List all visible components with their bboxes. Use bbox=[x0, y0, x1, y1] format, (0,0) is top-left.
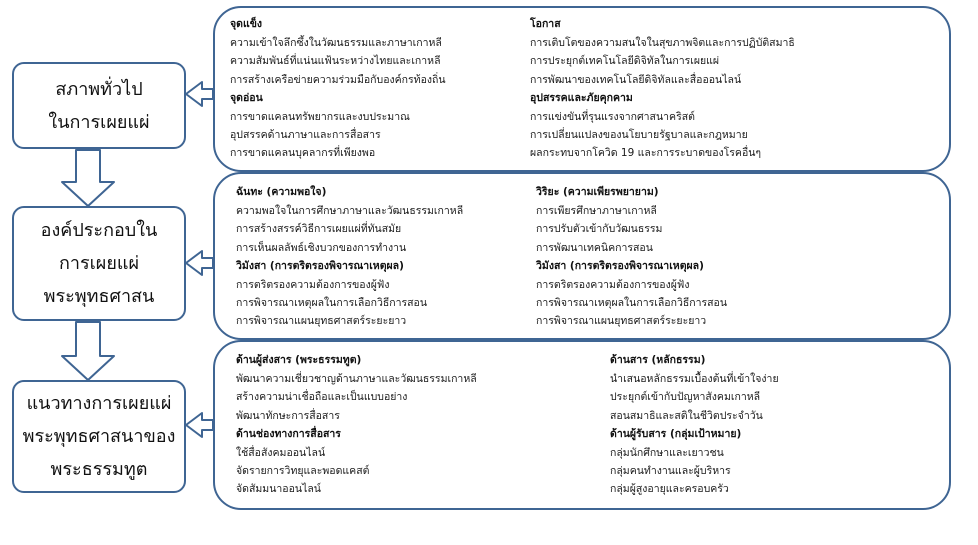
detail-box-iddhipada bbox=[213, 172, 951, 340]
section-heading: โอกาส bbox=[530, 18, 561, 30]
list-item: การขาดแคลนทรัพยากรและงบประมาณ bbox=[230, 110, 410, 123]
down-arrow-1 bbox=[62, 150, 114, 206]
left-arrow-1 bbox=[186, 82, 213, 106]
section-viriya bbox=[536, 183, 727, 257]
left-column bbox=[236, 351, 477, 499]
list-item: การประยุกต์เทคโนโลยีดิจิทัลในการเผยแผ่ bbox=[530, 55, 720, 68]
list-item: การพิจารณาเหตุผลในการเลือกวิธีการสอน bbox=[536, 297, 728, 310]
list-item: การพิจารณาแผนยุทธศาสตร์ระยะยาว bbox=[536, 315, 707, 328]
left-arrow-3 bbox=[186, 413, 213, 437]
section-heading: ด้านผู้รับสาร (กลุ่มเป้าหมาย) bbox=[610, 427, 742, 440]
section-vimamsa-2 bbox=[536, 257, 727, 331]
list-item: การพิจารณาแผนยุทธศาสตร์ระยะยาว bbox=[236, 315, 407, 328]
left-column bbox=[236, 183, 463, 331]
section-sender bbox=[236, 351, 477, 425]
list-item: การพัฒนาของเทคโนโลยีดิจิทัลและสื่อออนไลน์ bbox=[530, 73, 742, 86]
list-item: จัดสัมมนาออนไลน์ bbox=[236, 483, 321, 496]
section-weaknesses bbox=[230, 89, 446, 163]
right-column bbox=[610, 351, 779, 499]
list-item: ใช้สื่อสังคมออนไลน์ bbox=[236, 446, 326, 459]
section-heading: อุปสรรคและภัยคุกคาม bbox=[530, 91, 633, 104]
list-item: การตริตรองความต้องการของผู้ฟัง bbox=[236, 278, 390, 291]
list-item: ผลกระทบจากโควิด 19 และการระบาดของโรคอื่นๆ bbox=[530, 147, 762, 160]
list-item: การขาดแคลนบุคลากรที่เพียงพอ bbox=[230, 147, 376, 160]
section-opportunities bbox=[530, 15, 795, 89]
list-item: การเห็นผลลัพธ์เชิงบวกของการทำงาน bbox=[236, 241, 407, 254]
section-heading: ด้านสาร (หลักธรรม) bbox=[610, 354, 706, 366]
section-vimamsa bbox=[236, 257, 463, 331]
list-item: การแข่งขันที่รุนแรงจากศาสนาคริสต์ bbox=[530, 110, 695, 123]
list-item: กลุ่มผู้สูงอายุและครอบครัว bbox=[610, 483, 729, 496]
detail-box-swot bbox=[213, 6, 951, 172]
section-heading: จุดแข็ง bbox=[230, 18, 263, 30]
list-item: จัดรายการวิทยุและพอดแคสต์ bbox=[236, 465, 370, 478]
list-item: การเติบโตของความสนใจในสุขภาพจิตและการปฏิบัติสมาธิ bbox=[530, 37, 795, 49]
list-item: การพิจารณาเหตุผลในการเลือกวิธีการสอน bbox=[236, 297, 428, 310]
list-item: การสร้างเครือข่ายความร่วมมือกับองค์กรท้องถิ่น bbox=[230, 73, 446, 86]
left-arrow-2 bbox=[186, 251, 213, 275]
detail-box-smcr bbox=[213, 340, 951, 510]
section-heading: ด้านช่องทางการสื่อสาร bbox=[236, 427, 341, 440]
box-propagation-guidelines bbox=[12, 380, 186, 493]
box-label: แนวทางการเผยแผ่ พระพุทธศาสนาของ พระธรรมทูต bbox=[22, 393, 176, 480]
section-heading: ด้านผู้ส่งสาร (พระธรรมทูต) bbox=[236, 354, 362, 366]
left-column bbox=[230, 15, 446, 163]
section-threats bbox=[530, 89, 795, 163]
list-item: กลุ่มนักศึกษาและเยาวชน bbox=[610, 446, 724, 459]
list-item: การเพียรศึกษาภาษาเกาหลี bbox=[536, 205, 657, 217]
section-message bbox=[610, 351, 779, 425]
list-item: การตริตรองความต้องการของผู้ฟัง bbox=[536, 278, 690, 291]
list-item: พัฒนาความเชี่ยวชาญด้านภาษาและวัฒนธรรมเกาหลี bbox=[236, 373, 477, 385]
list-item: สอนสมาธิและสติในชีวิตประจำวัน bbox=[610, 409, 763, 422]
box-label: สภาพทั่วไป ในการเผยแผ่ bbox=[48, 78, 150, 133]
section-strengths bbox=[230, 15, 446, 89]
list-item: สร้างความน่าเชื่อถือและเป็นแบบอย่าง bbox=[236, 391, 408, 404]
list-item: การพัฒนาเทคนิคการสอน bbox=[536, 241, 653, 254]
right-column bbox=[536, 183, 727, 331]
section-heading: วิมังสา (การตริตรองพิจารณาเหตุผล) bbox=[236, 259, 404, 272]
list-item: ความพอใจในการศึกษาภาษาและวัฒนธรรมเกาหลี bbox=[236, 205, 464, 217]
section-heading: วิมังสา (การตริตรองพิจารณาเหตุผล) bbox=[536, 259, 704, 272]
down-arrow-2 bbox=[62, 322, 114, 380]
right-column bbox=[530, 15, 795, 163]
list-item: พัฒนาทักษะการสื่อสาร bbox=[236, 409, 340, 422]
list-item: การปรับตัวเข้ากับวัฒนธรรม bbox=[536, 223, 663, 236]
list-item: การสร้างสรรค์วิธีการเผยแผ่ที่ทันสมัย bbox=[236, 223, 402, 236]
section-heading: จุดอ่อน bbox=[230, 91, 263, 104]
box-general-condition bbox=[12, 62, 186, 149]
list-item: อุปสรรคด้านภาษาและการสื่อสาร bbox=[230, 129, 381, 142]
section-channel bbox=[236, 425, 477, 499]
section-chanda bbox=[236, 183, 463, 257]
list-item: การเปลี่ยนแปลงของนโยบายรัฐบาลและกฎหมาย bbox=[530, 129, 748, 142]
list-item: ความเข้าใจลึกซึ้งในวัฒนธรรมและภาษาเกาหลี bbox=[230, 37, 442, 49]
section-receiver bbox=[610, 425, 779, 499]
list-item: กลุ่มคนทำงานและผู้บริหาร bbox=[610, 465, 731, 478]
section-heading: ฉันทะ (ความพอใจ) bbox=[236, 186, 327, 198]
list-item: ความสัมพันธ์ที่แน่นแฟ้นระหว่างไทยและเกาหลี bbox=[230, 55, 441, 68]
list-item: ประยุกต์เข้ากับปัญหาสังคมเกาหลี bbox=[610, 391, 761, 404]
section-heading: วิริยะ (ความเพียรพยายาม) bbox=[536, 186, 659, 198]
list-item: นำเสนอหลักธรรมเบื้องต้นที่เข้าใจง่าย bbox=[610, 373, 779, 385]
box-label: องค์ประกอบใน การเผยแผ่ พระพุทธศาสน bbox=[40, 220, 158, 307]
box-propagation-components bbox=[12, 206, 186, 321]
